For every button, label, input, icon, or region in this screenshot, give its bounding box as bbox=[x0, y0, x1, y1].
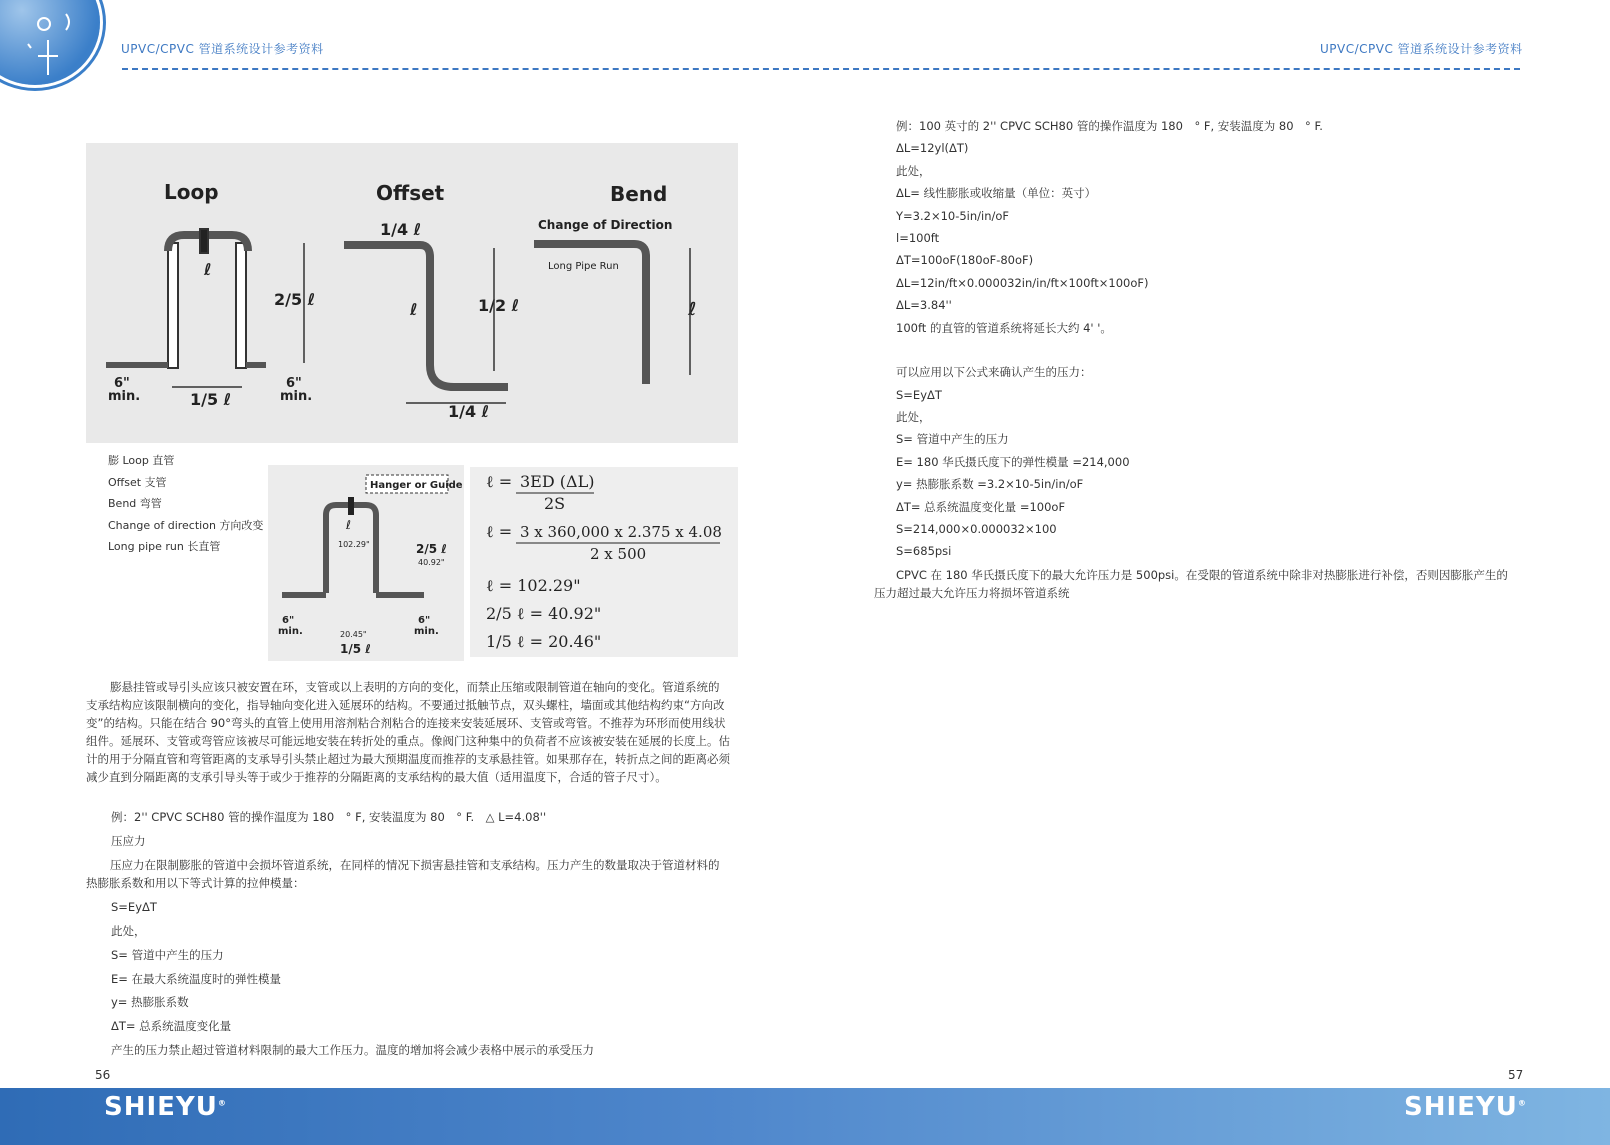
right-line: ΔL= 线性膨胀或收缩量（单位：英寸） bbox=[896, 186, 1097, 201]
small-l: ℓ bbox=[346, 518, 351, 532]
right-line: ΔL=3.84'' bbox=[896, 298, 952, 313]
figure-legend bbox=[108, 450, 263, 558]
offset-title: Offset bbox=[376, 181, 445, 205]
right-line: y= 热膨胀系数 =3.2×10-5in/in/oF bbox=[896, 477, 1084, 492]
offset-quarter-top: 1/4 ℓ bbox=[380, 220, 422, 239]
formula-line: 此处， bbox=[111, 924, 146, 938]
corner-logo bbox=[0, 0, 100, 85]
header-divider bbox=[122, 68, 1520, 70]
formula-3: ℓ = 102.29" bbox=[486, 576, 581, 595]
right-final-paragraph: CPVC 在 180 华氏摄氏度下的最大允许压力是 500psi。在受限的管道系统中除非对热膨胀进行补偿，否则因膨胀产生的压力超过最大允许压力将损坏管道系统 bbox=[874, 568, 1508, 600]
right-line: 例：100 英寸的 2'' CPVC SCH80 管的操作温度为 180 ° F, 安装温度为 80 ° F. bbox=[896, 119, 1323, 133]
formula-line: S= 管道中产生的压力 bbox=[111, 948, 224, 962]
formula-2-lhs: ℓ = bbox=[486, 522, 513, 541]
formula-line: E= 在最大系统温度时的弹性模量 bbox=[111, 972, 282, 986]
formula-line: S=EyΔT bbox=[111, 900, 157, 914]
registered-mark: ® bbox=[1517, 1098, 1527, 1108]
small-min-left: min. bbox=[278, 626, 303, 637]
formula-line: ΔT= 总系统温度变化量 bbox=[111, 1019, 232, 1033]
right-line: ΔT=100oF(180oF-80oF) bbox=[896, 253, 1034, 268]
small-two-fifth-value: 40.92" bbox=[418, 558, 445, 567]
formula-2-num: 3 x 360,000 x 2.375 x 4.08 bbox=[520, 523, 722, 541]
small-one-fifth: 1/5 ℓ bbox=[340, 642, 371, 656]
registered-mark: ® bbox=[217, 1098, 227, 1108]
small-six-left: 6" bbox=[282, 615, 295, 626]
loop-min-left: min. bbox=[108, 389, 141, 404]
left-paragraph-2: 压应力在限制膨胀的管道中会损坏管道系统，在同样的情况下损害悬挂管和支承结构。压力产生的数量取决于管道材料的热膨胀系数和用以下等式计算的拉伸模量： bbox=[86, 858, 720, 890]
header-title-right: UPVC/CPVC 管道系统设计参考资料 bbox=[1320, 42, 1523, 56]
offset-quarter-bottom: 1/4 ℓ bbox=[448, 402, 490, 421]
loop-l: ℓ bbox=[204, 260, 212, 279]
right-line: 此处， bbox=[896, 410, 931, 425]
formula-2-den: 2 x 500 bbox=[590, 545, 647, 563]
bend-title: Bend bbox=[610, 182, 668, 206]
legend-item: Long pipe run 长直管 bbox=[108, 540, 221, 553]
right-line: 此处， bbox=[896, 163, 931, 178]
bend-l: ℓ bbox=[688, 299, 697, 320]
right-line: S= 管道中产生的压力 bbox=[896, 432, 1009, 447]
footer-band bbox=[0, 1088, 1610, 1145]
right-line: 可以应用以下公式来确认产生的压力： bbox=[896, 365, 1092, 380]
right-line: l=100ft bbox=[896, 230, 940, 245]
formula-line: 产生的压力禁止超过管道材料限制的最大工作压力。温度的增加将会减少表格中展示的承受压力 bbox=[111, 1043, 594, 1057]
right-line: S=214,000×0.000032×100 bbox=[896, 522, 1057, 537]
formula-line: y= 热膨胀系数 bbox=[111, 995, 189, 1009]
bend-long-pipe-run: Long Pipe Run bbox=[548, 261, 619, 272]
header-title-left: UPVC/CPVC 管道系统设计参考资料 bbox=[121, 42, 324, 56]
formula-1-lhs: ℓ = bbox=[486, 472, 513, 491]
brand-name: SHIEYU bbox=[104, 1092, 218, 1122]
right-line: Y=3.2×10-5in/in/oF bbox=[896, 208, 1010, 223]
formula-1-num: 3ED (ΔL) bbox=[520, 472, 595, 491]
formula-4: 2/5 ℓ = 40.92" bbox=[486, 604, 602, 623]
formula-1-den: 2S bbox=[544, 494, 566, 513]
loop-one-fifth: 1/5 ℓ bbox=[190, 390, 232, 409]
right-column bbox=[896, 117, 1516, 565]
brand-logo-left bbox=[104, 1092, 227, 1122]
right-line: ΔL=12in/ft×0.000032in/in/ft×100ft×100oF) bbox=[896, 275, 1149, 290]
right-line bbox=[896, 341, 1516, 363]
brand-name: SHIEYU bbox=[1404, 1092, 1518, 1122]
brand-logo-right bbox=[1404, 1092, 1527, 1122]
right-line: S=EyΔT bbox=[896, 387, 942, 402]
offset-half: 1/2 ℓ bbox=[478, 296, 520, 315]
formula-figure bbox=[470, 467, 738, 657]
right-line: S=685psi bbox=[896, 544, 952, 559]
small-min-right: min. bbox=[414, 626, 439, 637]
legend-item: Change of direction 方向改变 bbox=[108, 518, 264, 532]
expansion-figure bbox=[86, 143, 738, 443]
loop-six-right: 6" bbox=[286, 376, 302, 391]
right-line: 100ft 的直管的管道系统将延长大约 4' '。 bbox=[896, 320, 1112, 335]
stress-title: 压应力 bbox=[111, 834, 146, 848]
offset-l: ℓ bbox=[410, 300, 418, 319]
small-one-fifth-value: 20.45" bbox=[340, 630, 367, 639]
page-number-left: 56 bbox=[95, 1068, 111, 1082]
loop-six-left: 6" bbox=[114, 376, 130, 391]
loop-title: Loop bbox=[164, 180, 219, 204]
left-paragraph-1: 膨悬挂管或导引头应该只被安置在环，支管或以上表明的方向的变化，而禁止压缩或限制管道在轴向的变化。管道系统的支承结构应该限制横向的变化，指导轴向变化进入延展环的结构。不要通过抵触节点，双头螺柱，墙面或其他结构约束“方向改变”的结构。只能在结合 90°弯头的直管上使用用溶剂粘合剂粘合的连接来安装延展环、支管或弯管。不推荐为环形而使用线状组件。延展环、支管或弯管应该被尽可能远地安装在转折处的重点。像阀门这种集中的负荷者不应该被安装在延展的长度上。估计的用于分隔直管和弯管距离的支承导引头禁止超过为最大预期温度而推荐的支承悬挂管。如果那存在，转折点之间的距离必须减少直到分隔距离的支承引导头等于或少于推荐的分隔距离的支承结构的最大值（适用温度下，合适的管子尺寸）。 bbox=[86, 680, 730, 784]
legend-item: Offset 支管 bbox=[108, 475, 167, 489]
right-line: E= 180 华氏摄氏度下的弹性模量 =214,000 bbox=[896, 454, 1130, 469]
formula-5: 1/5 ℓ = 20.46" bbox=[486, 632, 602, 651]
right-line: ΔL=12yl(ΔT) bbox=[896, 141, 969, 156]
bend-change-direction: Change of Direction bbox=[538, 218, 673, 232]
hanger-label: Hanger or Guide bbox=[370, 480, 463, 491]
small-l-value: 102.29" bbox=[338, 540, 370, 549]
left-example: 例：2'' CPVC SCH80 管的操作温度为 180 ° F, 安装温度为 80 ° F. △ L=4.08'' bbox=[111, 810, 547, 824]
page-number-right: 57 bbox=[1508, 1068, 1524, 1082]
small-two-fifth: 2/5 ℓ bbox=[416, 542, 447, 556]
legend-item: Bend 弯管 bbox=[108, 497, 162, 510]
loop-two-fifth: 2/5 ℓ bbox=[274, 290, 316, 309]
right-line: ΔT= 总系统温度变化量 =100oF bbox=[896, 499, 1066, 514]
legend-item: 膨 Loop 直管 bbox=[108, 454, 175, 467]
small-six-right: 6" bbox=[418, 615, 431, 626]
loop-min-right: min. bbox=[280, 389, 313, 404]
small-loop-figure bbox=[268, 465, 464, 661]
